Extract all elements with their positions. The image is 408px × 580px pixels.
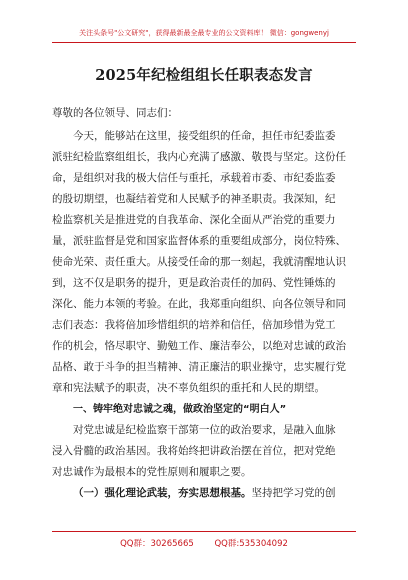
body-line: 使命光荣、责任重大。从接受任命的那一刻起，我就清醒地认识 — [52, 256, 346, 268]
document-title: 2025年纪检组组长任职表态发言 — [95, 67, 313, 84]
body-line: 浸入骨髓的政治基因。我将始终把讲政治摆在首位，把对党绝 — [52, 445, 336, 457]
salutation: 尊敬的各位领导、同志们： — [52, 107, 178, 119]
subsection-heading: （一）强化理论武装，夯实思想根基。 — [73, 487, 252, 499]
body-line: 量，派驻监督是党和国家监督体系的重要组成部分，岗位特殊、 — [52, 235, 346, 247]
body-line: 检监察机关是推进党的自我革命、深化全面从严治党的重要力 — [52, 214, 336, 226]
body-line: 对党忠诚是纪检监察干部第一位的政治要求，是融入血脉 — [73, 424, 336, 436]
footer-divider — [52, 531, 356, 532]
footer-qq-group-2: QQ群:535304092 — [214, 539, 288, 549]
section-heading: 一、铸牢绝对忠诚之魂，做政治坚定的“明白人” — [73, 404, 287, 415]
body-line: 今天，能够站在这里，接受组织的任命，担任市纪委监委 — [73, 130, 336, 142]
document-body — [52, 103, 352, 504]
body-line: 深化、能力本领的考验。在此，我郑重向组织、向各位领导和同 — [52, 298, 346, 310]
body-line: 品格、敢于斗争的担当精神、清正廉洁的职业操守，忠实履行党 — [52, 361, 346, 373]
body-line: 章和宪法赋予的职责，决不辜负组织的重托和人民的期望。 — [52, 382, 325, 394]
header-note: 关注头条号"公文研究"，获得最新最全最专业的公文资料库！ 微信：gongwenyj — [79, 29, 329, 37]
footer — [0, 537, 408, 549]
body-line: 命，是组织对我的极大信任与重托，承载着市委、市纪委监委 — [52, 172, 336, 184]
subsection-line — [52, 483, 352, 504]
body-line: 派驻纪检监察组组长，我内心充满了感激、敬畏与坚定。这份任 — [52, 151, 346, 163]
footer-qq-group-1: QQ群：30265665 — [120, 539, 194, 549]
body-line: 到，这不仅是职务的提升，更是政治责任的加码、党性锤炼的 — [52, 277, 336, 289]
subsection-text: 坚持把学习党的创 — [251, 487, 336, 499]
body-line: 对忠诚作为最根本的党性原则和履职之要。 — [52, 466, 252, 478]
body-line: 志们表态：我将倍加珍惜组织的培养和信任，倍加珍惜为党工 — [52, 319, 336, 331]
header-divider — [52, 42, 356, 43]
body-line: 的殷切期望，也凝结着党和人民赋予的神圣职责。我深知，纪 — [52, 193, 336, 205]
body-line: 作的机会，恪尽职守、勤勉工作、廉洁奉公，以绝对忠诚的政治 — [52, 340, 346, 352]
